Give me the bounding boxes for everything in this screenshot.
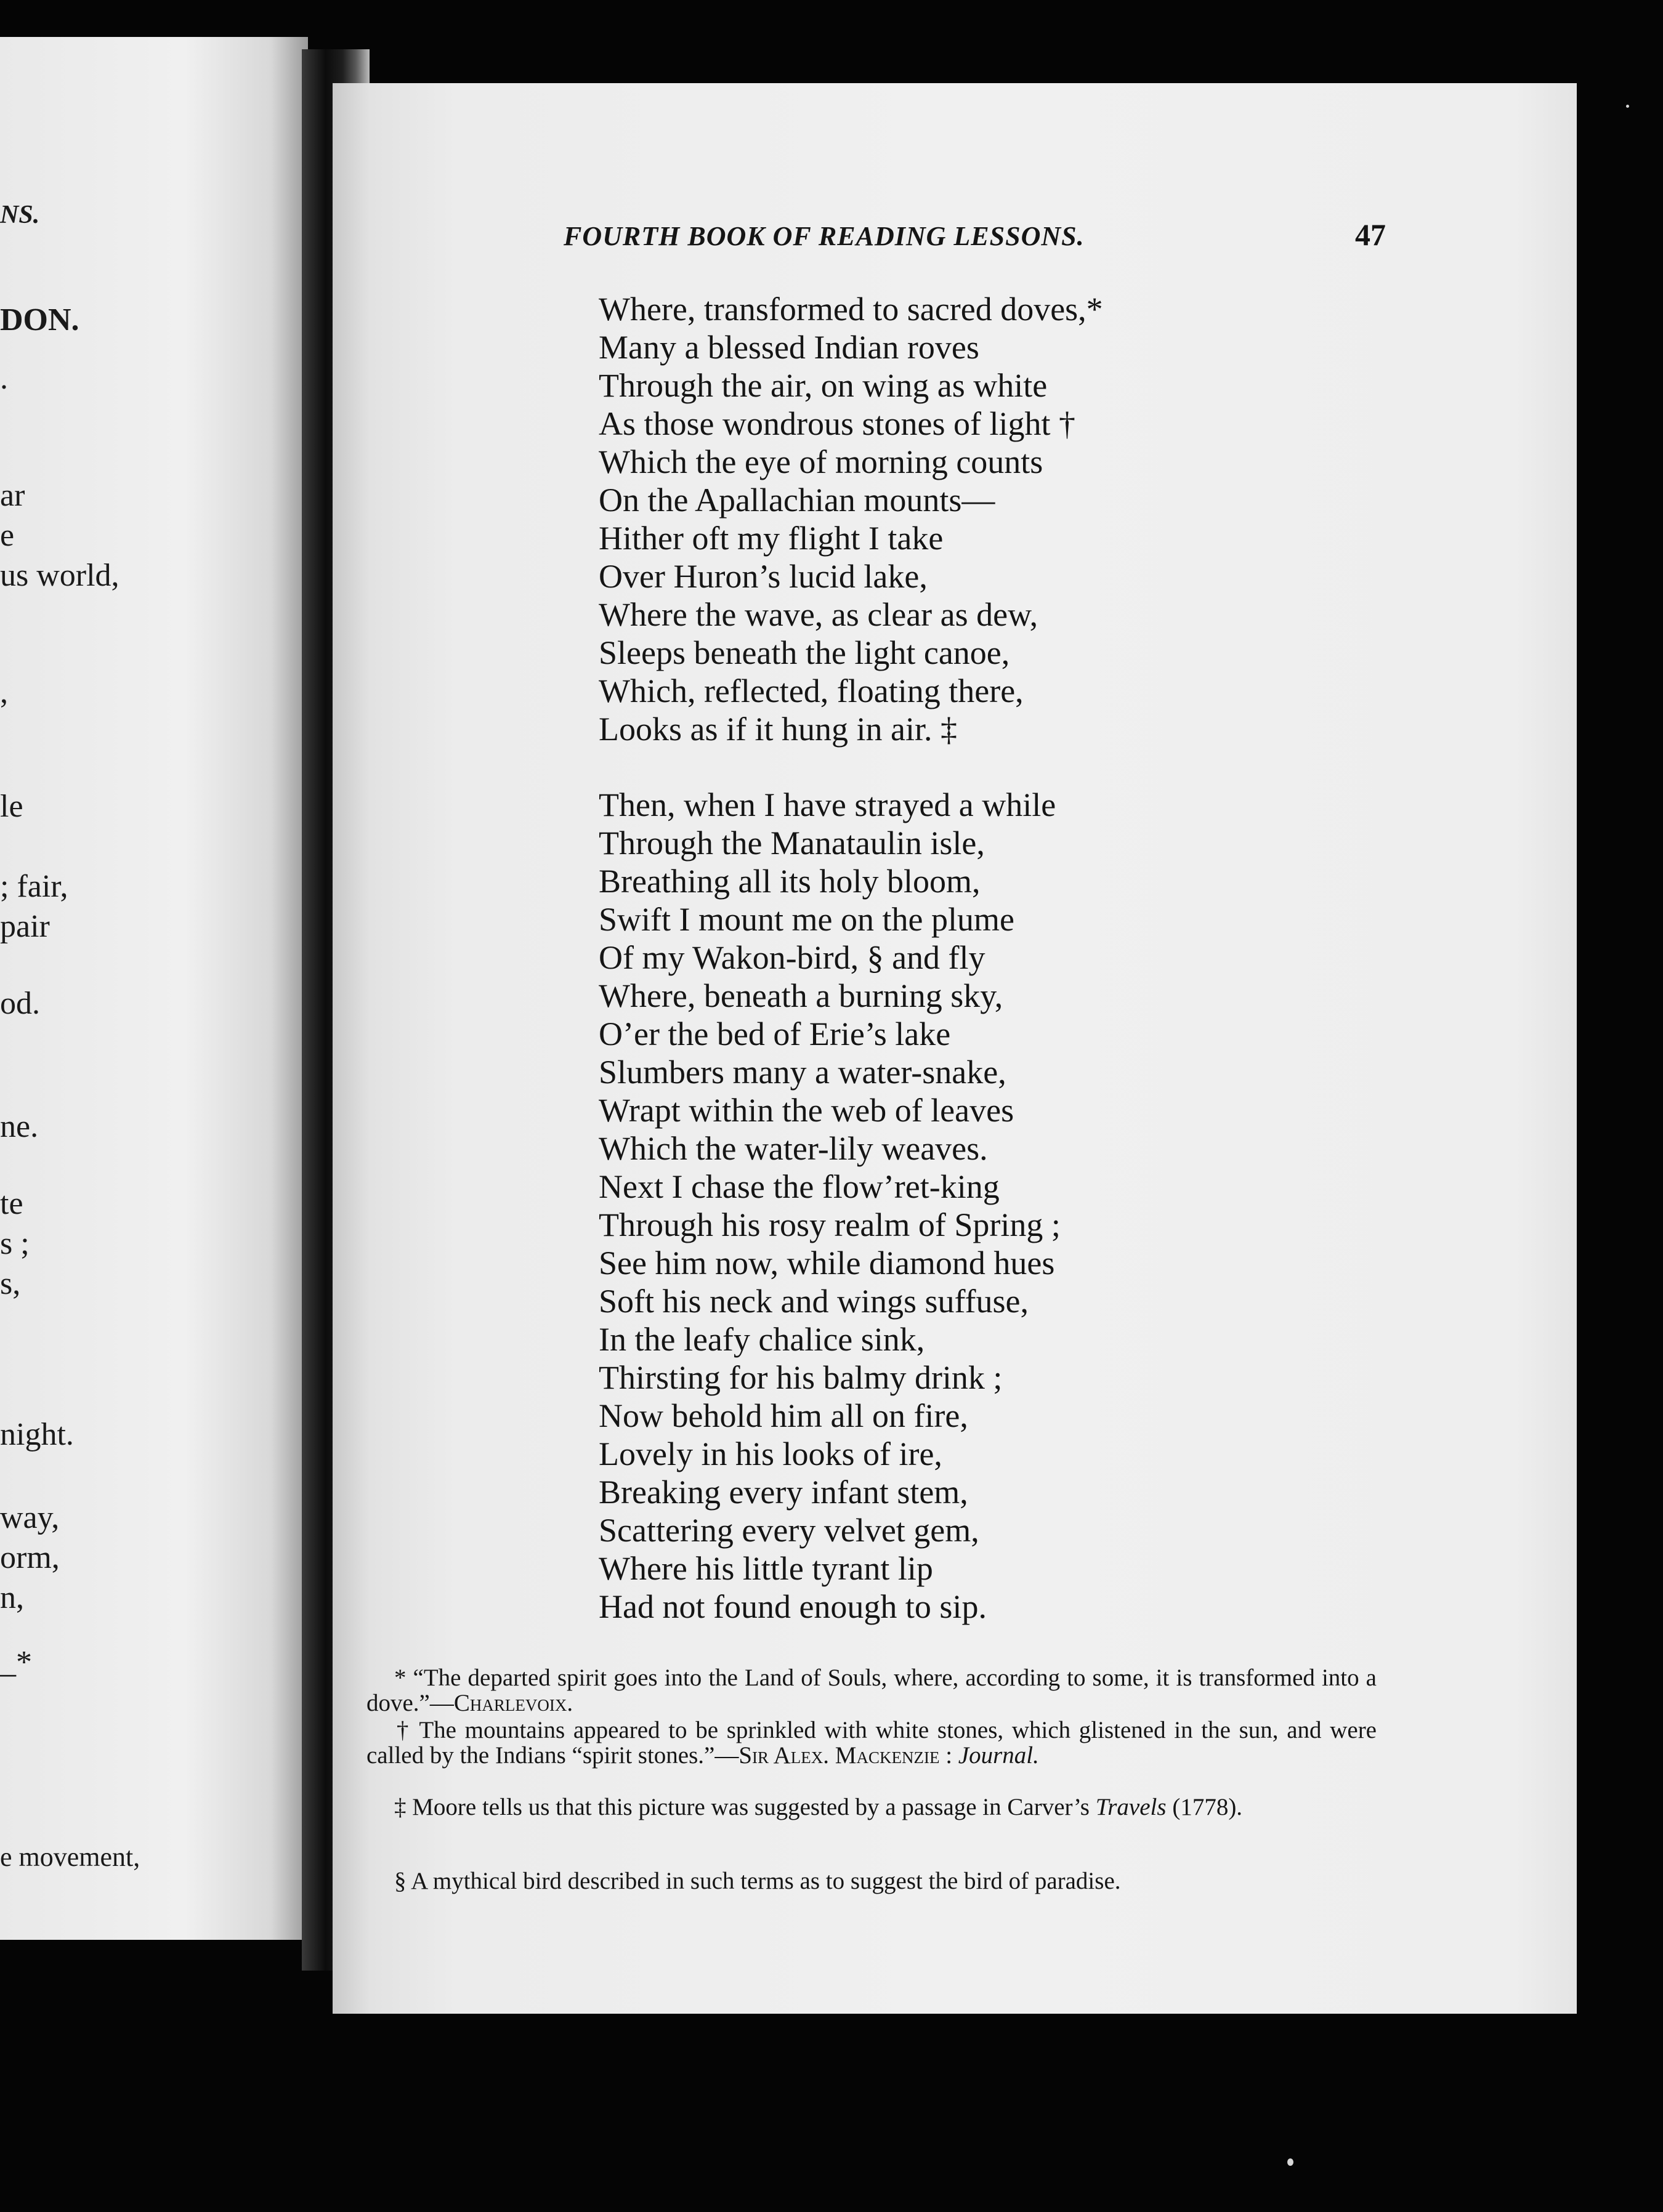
running-head: FOURTH BOOK OF READING LESSONS. <box>564 221 1085 251</box>
left-line-fragment: n, <box>0 1580 24 1615</box>
verse-line: Which, reflected, floating there, <box>599 672 1024 709</box>
verse-line: Slumbers many a water-snake, <box>599 1054 1006 1091</box>
verse-line: Thirsting for his balmy drink ; <box>599 1359 1003 1396</box>
page-number: 47 <box>1355 217 1386 252</box>
verse-line: Looks as if it hung in air. ‡ <box>599 711 957 748</box>
verse-line: As those wondrous stones of light † <box>599 405 1075 442</box>
footnote-2-work: Journal. <box>958 1742 1039 1769</box>
verse-line: On the Apallachian mounts— <box>599 482 995 519</box>
left-heading-fragment: DON. <box>0 302 79 337</box>
verse-line: Through the Manataulin isle, <box>599 825 985 862</box>
verse-line: Through his rosy realm of Spring ; <box>599 1206 1061 1243</box>
footnote-2 <box>366 1718 1377 1769</box>
left-line-fragment: pair <box>0 909 50 944</box>
left-line-fragment: ; fair, <box>0 869 68 904</box>
left-line-fragment: way, <box>0 1500 60 1535</box>
footnote-1-source: Charlevoix. <box>453 1689 573 1716</box>
footnote-4 <box>366 1869 1377 1894</box>
footnote-2-source: Sir Alex. Mackenzie : <box>738 1742 953 1769</box>
left-line-fragment: _* <box>0 1645 32 1680</box>
left-line-fragment: e <box>0 518 15 553</box>
footnote-3-work: Travels <box>1095 1794 1167 1820</box>
verse-line: Through the air, on wing as white <box>599 367 1048 404</box>
verse-line: Lovely in his looks of ire, <box>599 1435 942 1472</box>
verse-line: Over Huron’s lucid lake, <box>599 558 928 595</box>
verse-line: Wrapt within the web of leaves <box>599 1092 1014 1129</box>
verse-line: Had not found enough to sip. <box>599 1588 987 1625</box>
verse-line: Where his little tyrant lip <box>599 1550 933 1587</box>
verse-line: Of my Wakon-bird, § and fly <box>599 939 985 976</box>
left-line-fragment: s, <box>0 1266 21 1301</box>
footnote-2-text: † The mountains appeared to be sprinkled with white stones, which glistened in the sun, and were called by the Indians “spirit stones.”— <box>366 1717 1377 1769</box>
verse-line: Which the eye of morning counts <box>599 443 1043 480</box>
verse-line: Where, transformed to sacred doves,* <box>599 291 1103 328</box>
left-line-fragment: ne. <box>0 1109 39 1144</box>
left-line-fragment: le <box>0 789 23 824</box>
left-line-fragment: te <box>0 1186 23 1221</box>
verse-line: Next I chase the flow’ret-king <box>599 1168 1000 1205</box>
left-line-fragment: . <box>0 361 8 396</box>
left-line-fragment: us world, <box>0 558 119 593</box>
left-line-fragment: , <box>0 675 8 710</box>
verse-line: Now behold him all on fire, <box>599 1397 968 1434</box>
footnote-3-year: (1778). <box>1172 1794 1243 1820</box>
verse-line: Hither oft my flight I take <box>599 520 944 557</box>
left-line-fragment: orm, <box>0 1540 60 1575</box>
verse-line: In the leafy chalice sink, <box>599 1321 925 1358</box>
left-line-fragment: e movement, <box>0 1842 140 1872</box>
footnote-1-text: * “The departed spirit goes into the Land of Souls, where, according to some, it is transformed into a dove.”— <box>366 1665 1377 1716</box>
left-line-fragment: ar <box>0 478 25 513</box>
verse-line: Which the water-lily weaves. <box>599 1130 988 1167</box>
verse-line: Many a blessed Indian roves <box>599 329 979 366</box>
footnote-4-text: § A mythical bird described in such terms as to suggest the bird of paradise. <box>394 1868 1121 1894</box>
verse-line: Breaking every infant stem, <box>599 1474 968 1511</box>
footnote-3-text: ‡ Moore tells us that this picture was suggested by a passage in Carver’s <box>394 1794 1090 1820</box>
verse-line: Where the wave, as clear as dew, <box>599 596 1038 633</box>
verse-line: Swift I mount me on the plume <box>599 901 1014 938</box>
verse-line: O’er the bed of Erie’s lake <box>599 1015 951 1052</box>
verse-line: Then, when I have strayed a while <box>599 786 1056 823</box>
left-line-fragment: s ; <box>0 1226 30 1261</box>
footnote-1 <box>366 1666 1377 1716</box>
footnote-3 <box>366 1795 1377 1820</box>
verse-line: Soft his neck and wings suffuse, <box>599 1283 1029 1320</box>
verse-line: Sleeps beneath the light canoe, <box>599 634 1010 671</box>
verse-line: Where, beneath a burning sky, <box>599 977 1003 1014</box>
verse-line: Scattering every velvet gem, <box>599 1512 979 1549</box>
scan-speck <box>1287 2158 1293 2166</box>
left-line-fragment: od. <box>0 986 40 1021</box>
verse-line: See him now, while diamond hues <box>599 1245 1055 1282</box>
scan-speck <box>1626 105 1629 108</box>
left-running-head-fragment: NS. <box>0 201 40 229</box>
verse-line: Breathing all its holy bloom, <box>599 863 981 900</box>
left-line-fragment: night. <box>0 1417 74 1452</box>
